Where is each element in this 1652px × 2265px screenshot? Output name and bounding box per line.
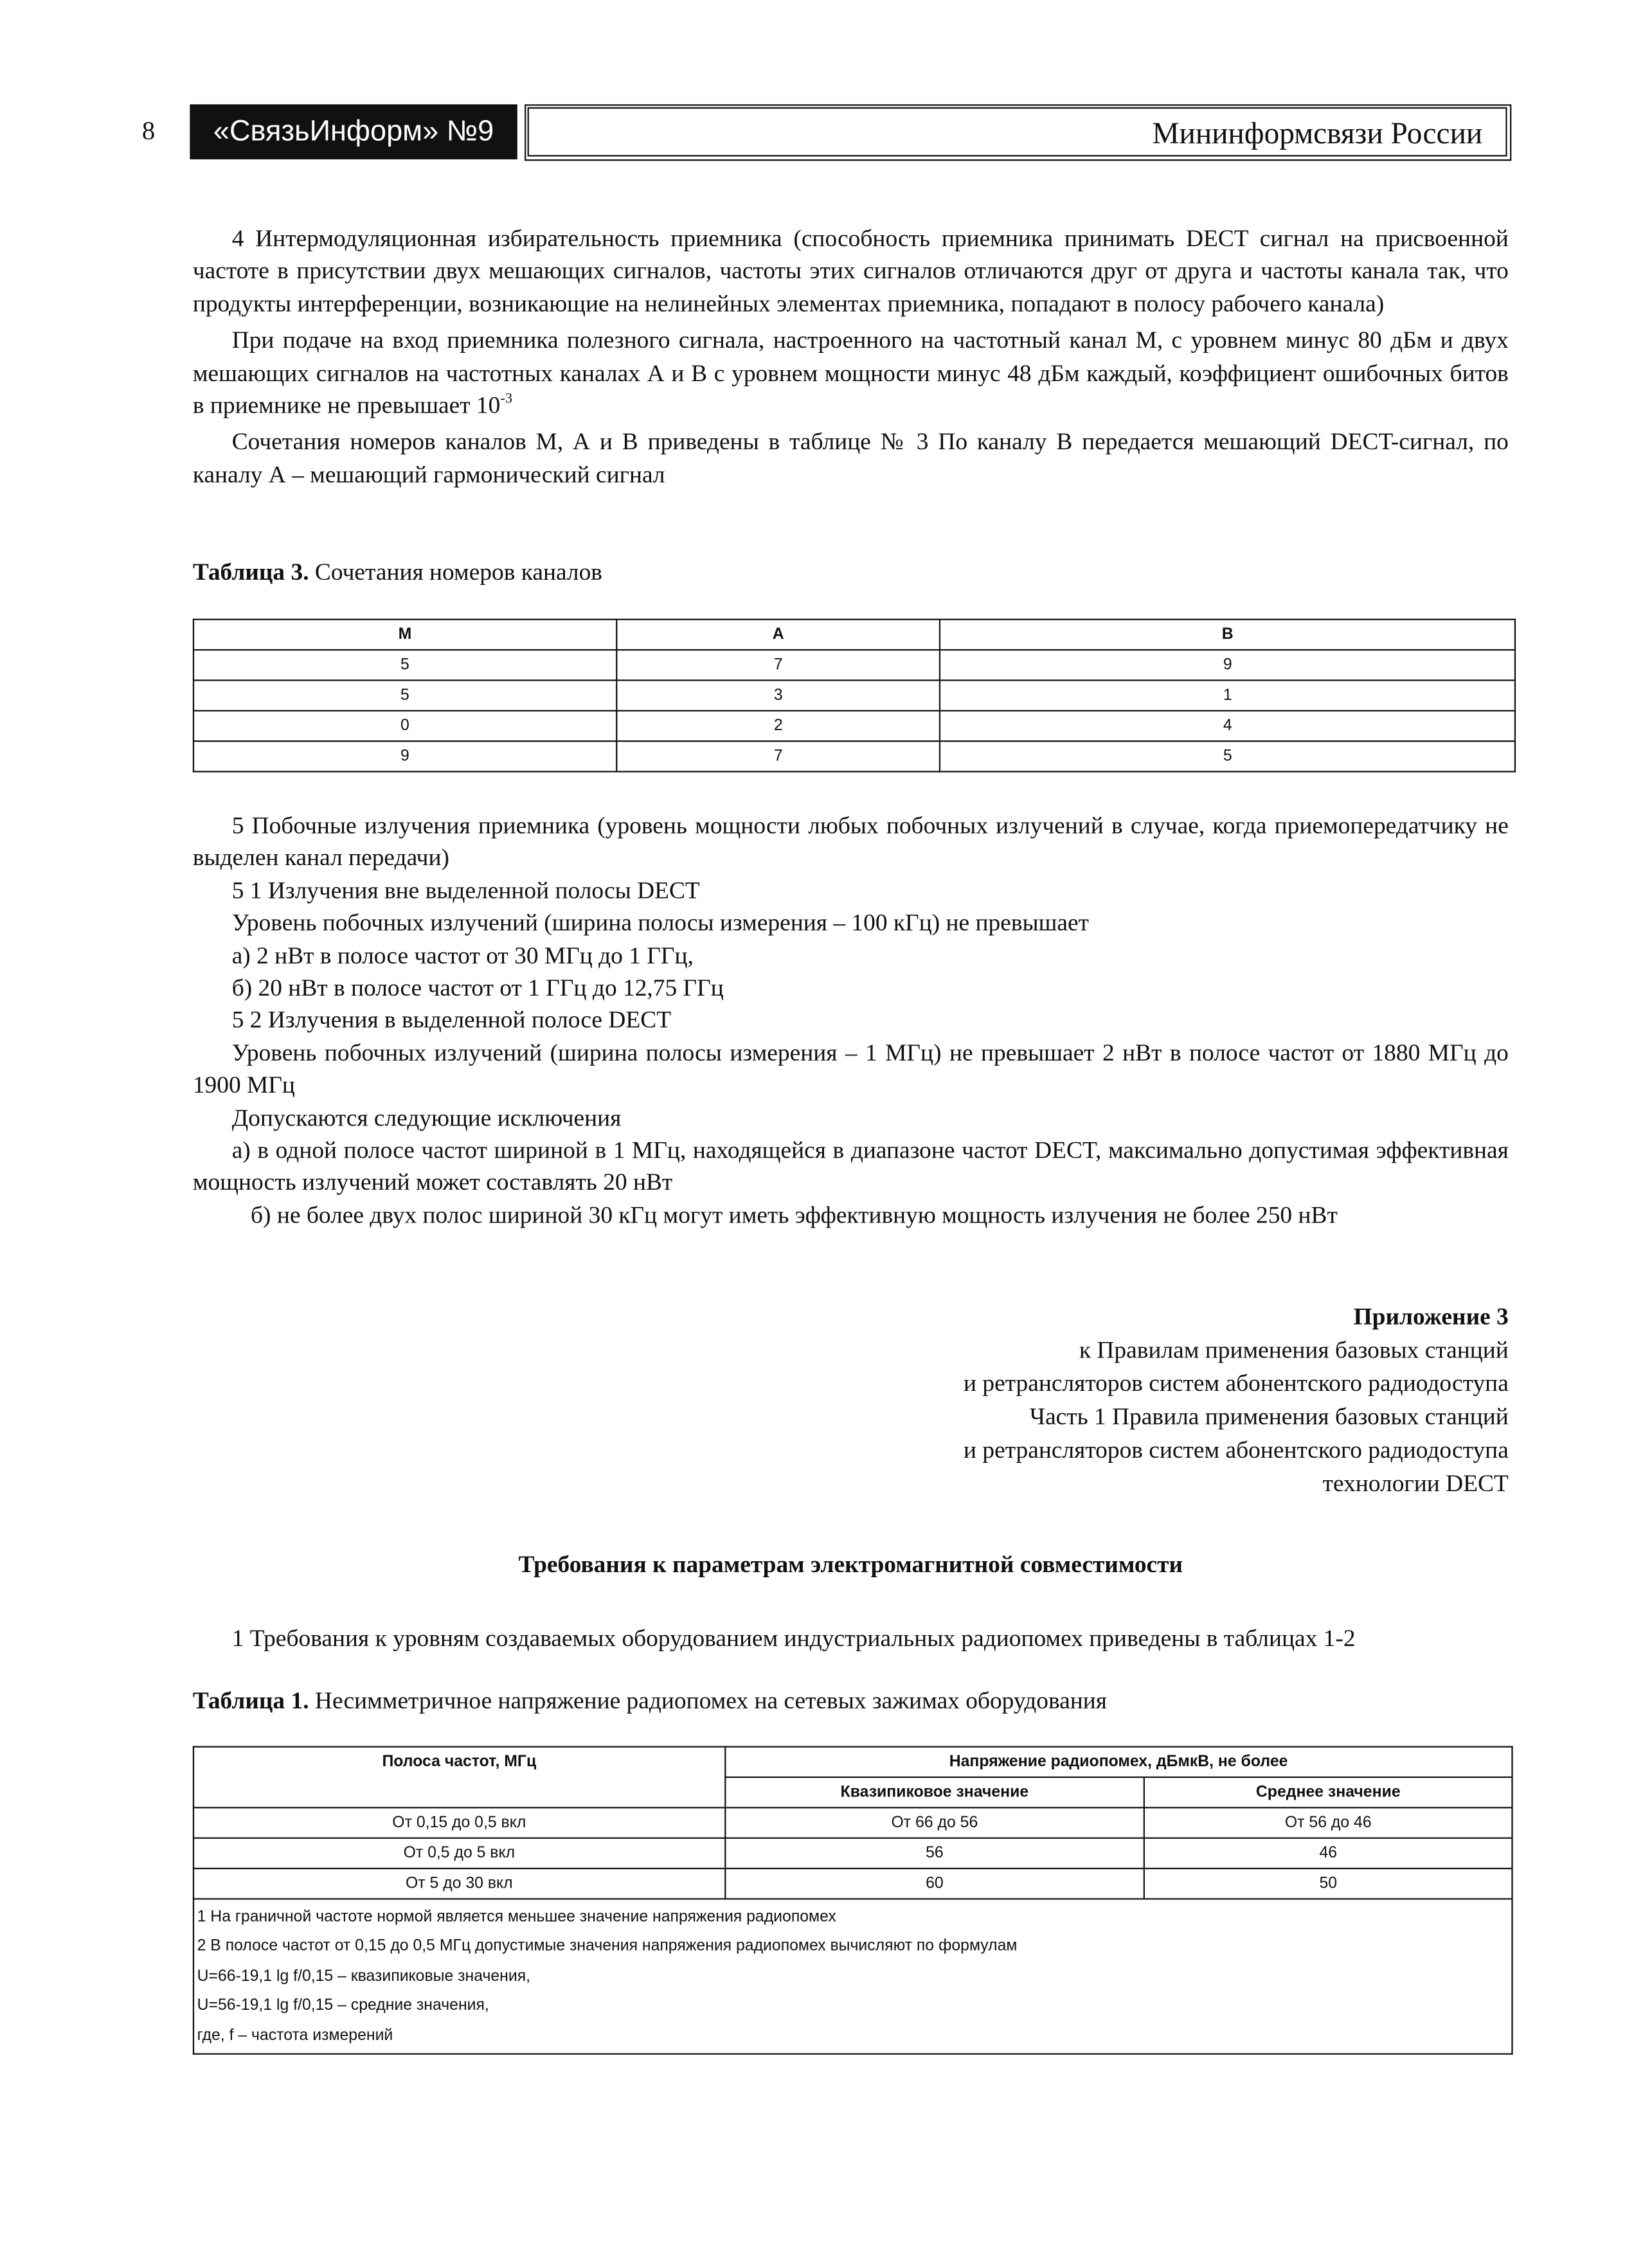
paragraph: а) 2 нВт в полосе частот от 30 МГц до 1 ГГц, xyxy=(231,941,694,969)
table-1 xyxy=(193,1746,1513,2055)
paragraph: Уровень побочных излучений (ширина полосы измерения – 100 кГц) не превышает xyxy=(231,909,1090,936)
paragraph: 4 Интермодуляционная избирательность приемника (способность приемника принимать DECT сигнал на присвоенной частоте в присутствии двух мешающих сигналов, частоты этих сигналов отличаются друг от друга и частоты канала так, что продукты интерференции, возникающие на нелинейных элементах приемника, попадают в полосу рабочего канала) xyxy=(192,224,1509,318)
note: 2 В полосе частот от 0,15 до 0,5 МГц допустимые значения напряжения радиопомех вычисляют по формулам xyxy=(197,1938,1018,1956)
publisher-title: Мининформсвязи России xyxy=(525,104,1511,161)
section-5 xyxy=(193,810,1509,1232)
cell: 5 xyxy=(940,741,1515,771)
cell: 9 xyxy=(193,741,616,771)
cell: 9 xyxy=(940,650,1515,680)
paragraph: 5 2 Излучения в выделенной полосе DECT xyxy=(231,1006,672,1034)
header-cell: В xyxy=(940,620,1515,650)
cell: 2 xyxy=(616,711,940,741)
appendix-title: Приложение 3 xyxy=(1353,1302,1509,1330)
cell: От 0,5 до 5 вкл xyxy=(193,1838,725,1868)
table-row xyxy=(193,1838,1513,1868)
cell: От 0,15 до 0,5 вкл xyxy=(193,1807,725,1838)
appendix-line: и ретрансляторов систем абонентского радиодоступа xyxy=(964,1436,1509,1464)
cell: 7 xyxy=(616,741,940,771)
paragraph: б) не более двух полос шириной 30 кГц могут иметь эффективную мощность излучения не более 250 нВт xyxy=(251,1201,1338,1229)
header-cell: Квазипиковое значение xyxy=(725,1777,1144,1807)
cell: 5 xyxy=(193,680,616,710)
table-row xyxy=(193,711,1515,741)
caption-text: Несимметричное напряжение радиопомех на сетевых зажимах оборудования xyxy=(309,1687,1108,1714)
cell: 3 xyxy=(616,680,940,710)
section-4 xyxy=(193,223,1509,492)
note: U=56-19,1 lg f/0,15 – средние значения, xyxy=(197,1997,489,2015)
cell: 4 xyxy=(940,711,1515,741)
notes-cell xyxy=(193,1899,1513,2054)
paragraph xyxy=(193,325,1509,422)
table-row xyxy=(193,741,1515,771)
table1-caption xyxy=(193,1687,1107,1715)
caption-label: Таблица 3. xyxy=(192,557,309,586)
cell: 0 xyxy=(193,711,616,741)
paragraph: 1 Требования к уровням создаваемых оборудованием индустриальных радиопомех приведены в таблицах 1-2 xyxy=(231,1624,1356,1652)
table-header xyxy=(193,1747,1513,1777)
table3-caption xyxy=(193,558,602,587)
cell: От 56 до 46 xyxy=(1144,1807,1512,1838)
table-row xyxy=(193,1807,1513,1838)
table-row xyxy=(193,680,1515,710)
paragraph-text: При подаче на вход приемника полезного сигнала, настроенного на частотный канал М, с уровнем минус 80 дБм и двух мешающих сигналов на частотных каналах А и В с уровнем мощности минус 48 дБм каждый, коэффициент ошибочных битов в приемнике не превышает 10 xyxy=(192,326,1509,419)
table-3 xyxy=(193,619,1516,773)
appendix-line: и ретрансляторов систем абонентского радиодоступа xyxy=(964,1369,1509,1397)
paragraph: Допускаются следующие исключения xyxy=(231,1104,622,1131)
appendix-line: технологии DECT xyxy=(1322,1469,1509,1497)
header-cell: Среднее значение xyxy=(1144,1777,1512,1807)
page-number: 8 xyxy=(141,116,156,145)
cell: 7 xyxy=(616,650,940,680)
appendix-line: к Правилам применения базовых станций xyxy=(1079,1336,1509,1364)
cell: От 5 до 30 вкл xyxy=(193,1868,725,1899)
paragraph: Уровень побочных излучений (ширина полосы измерения – 1 МГц) не превышает 2 нВт в полосе частот от 1880 МГц до 1900 МГц xyxy=(192,1039,1509,1099)
table-row xyxy=(193,650,1515,680)
journal-title: «СвязьИнформ» №9 xyxy=(190,104,517,159)
section-heading: Требования к параметрам электромагнитной совместимости xyxy=(518,1550,1183,1579)
table-row xyxy=(193,1868,1513,1899)
cell: 1 xyxy=(940,680,1515,710)
cell: От 66 до 56 xyxy=(725,1807,1144,1838)
paragraph: б) 20 нВт в полосе частот от 1 ГГц до 12,75 ГГц xyxy=(231,974,724,1001)
cell: 50 xyxy=(1144,1868,1512,1899)
paragraph: 5 Побочные излучения приемника (уровень мощности любых побочных излучений в случае, когда приемопередатчику не выделен канал передачи) xyxy=(192,811,1509,872)
table-header xyxy=(193,620,1515,650)
note: где, f – частота измерений xyxy=(197,2027,393,2045)
header-cell: Полоса частот, МГц xyxy=(193,1747,725,1808)
caption-label: Таблица 1. xyxy=(192,1687,309,1714)
header-cell: Напряжение радиопомех, дБмкВ, не более xyxy=(725,1747,1513,1777)
paragraph: 5 1 Излучения вне выделенной полосы DECT xyxy=(231,876,700,904)
cell: 5 xyxy=(193,650,616,680)
note: U=66-19,1 lg f/0,15 – квазипиковые значения, xyxy=(197,1967,531,1985)
appendix-line: Часть 1 Правила применения базовых станций xyxy=(1029,1402,1509,1431)
superscript: -3 xyxy=(500,391,513,407)
caption-text: Сочетания номеров каналов xyxy=(309,557,602,586)
appendix-block xyxy=(964,1300,1509,1500)
note: 1 На граничной частоте нормой является меньшее значение напряжения радиопомех xyxy=(197,1908,836,1926)
cell: 56 xyxy=(725,1838,1144,1868)
header-cell: М xyxy=(193,620,616,650)
paragraph: а) в одной полосе частот шириной в 1 МГц, находящейся в диапазоне частот DECT, максимально допустимая эффективная мощность излучений может составлять 20 нВт xyxy=(192,1136,1509,1196)
table-notes xyxy=(193,1899,1513,2054)
paragraph: Сочетания номеров каналов М, А и В приведены в таблице № 3 По каналу В передается мешающий DECT-сигнал, по каналу А – мешающий гармонический сигнал xyxy=(192,428,1509,488)
header-cell: А xyxy=(616,620,940,650)
cell: 60 xyxy=(725,1868,1144,1899)
cell: 46 xyxy=(1144,1838,1512,1868)
emc-paragraph xyxy=(193,1623,1509,1656)
